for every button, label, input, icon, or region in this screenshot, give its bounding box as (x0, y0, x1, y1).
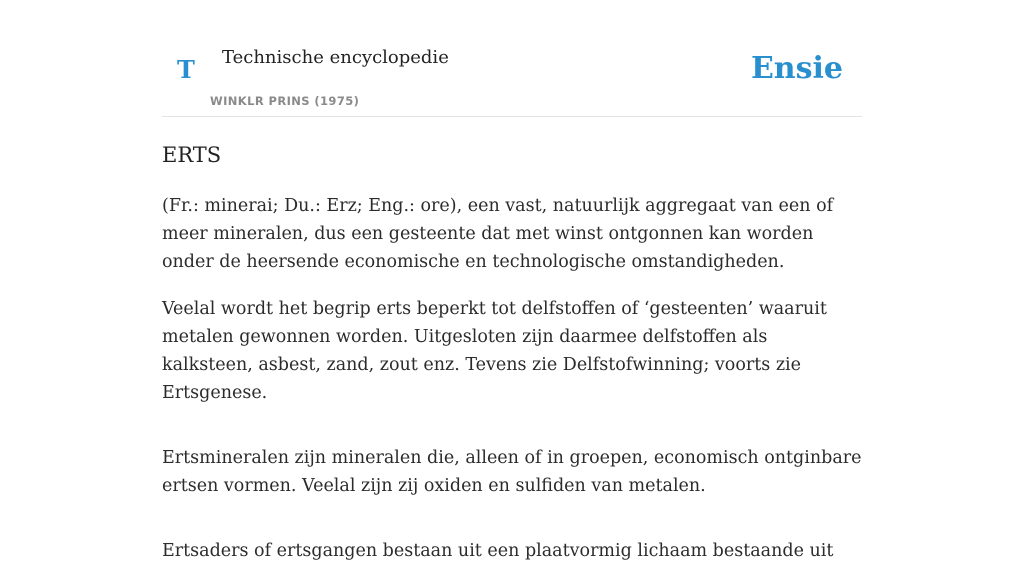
article-paragraph: Ertsaders of ertsgangen bestaan uit een plaatvormig lichaam bestaande uit (162, 541, 834, 561)
book-title-link[interactable]: Technische encyclopedie (222, 47, 449, 68)
ensie-logo-link[interactable]: Ensie (750, 51, 843, 86)
article-paragraph: Ertsmineralen zijn mineralen die, alleen of in groepen, economisch ontginbare ertsen vormen. Veelal zijn zij oxiden en sulfiden van metalen. (162, 448, 862, 496)
article-paragraph: Veelal wordt het begrip erts beperkt tot delfstoffen of ‘gesteenten’ waaruit metalen gewonnen worden. Uitgesloten zijn daarmee delfstoffen als kalksteen, asbest, zand, zout enz. Tevens zie Delfstofwinning; voorts zie Ertsgenese. (162, 299, 827, 403)
header (162, 0, 862, 117)
article-body (162, 192, 862, 584)
book-subtitle: WINKLR PRINS (1975) (210, 94, 360, 108)
article-headword: ERTS (162, 143, 222, 167)
book-logo-icon[interactable]: T (177, 55, 195, 84)
article-paragraph: (Fr.: minerai; Du.: Erz; Eng.: ore), een vast, natuurlijk aggregaat van een of meer mineralen, dus een gesteente dat met winst ontgonnen kan worden onder de heersende economische en technologische omstandigheden. (162, 196, 834, 272)
